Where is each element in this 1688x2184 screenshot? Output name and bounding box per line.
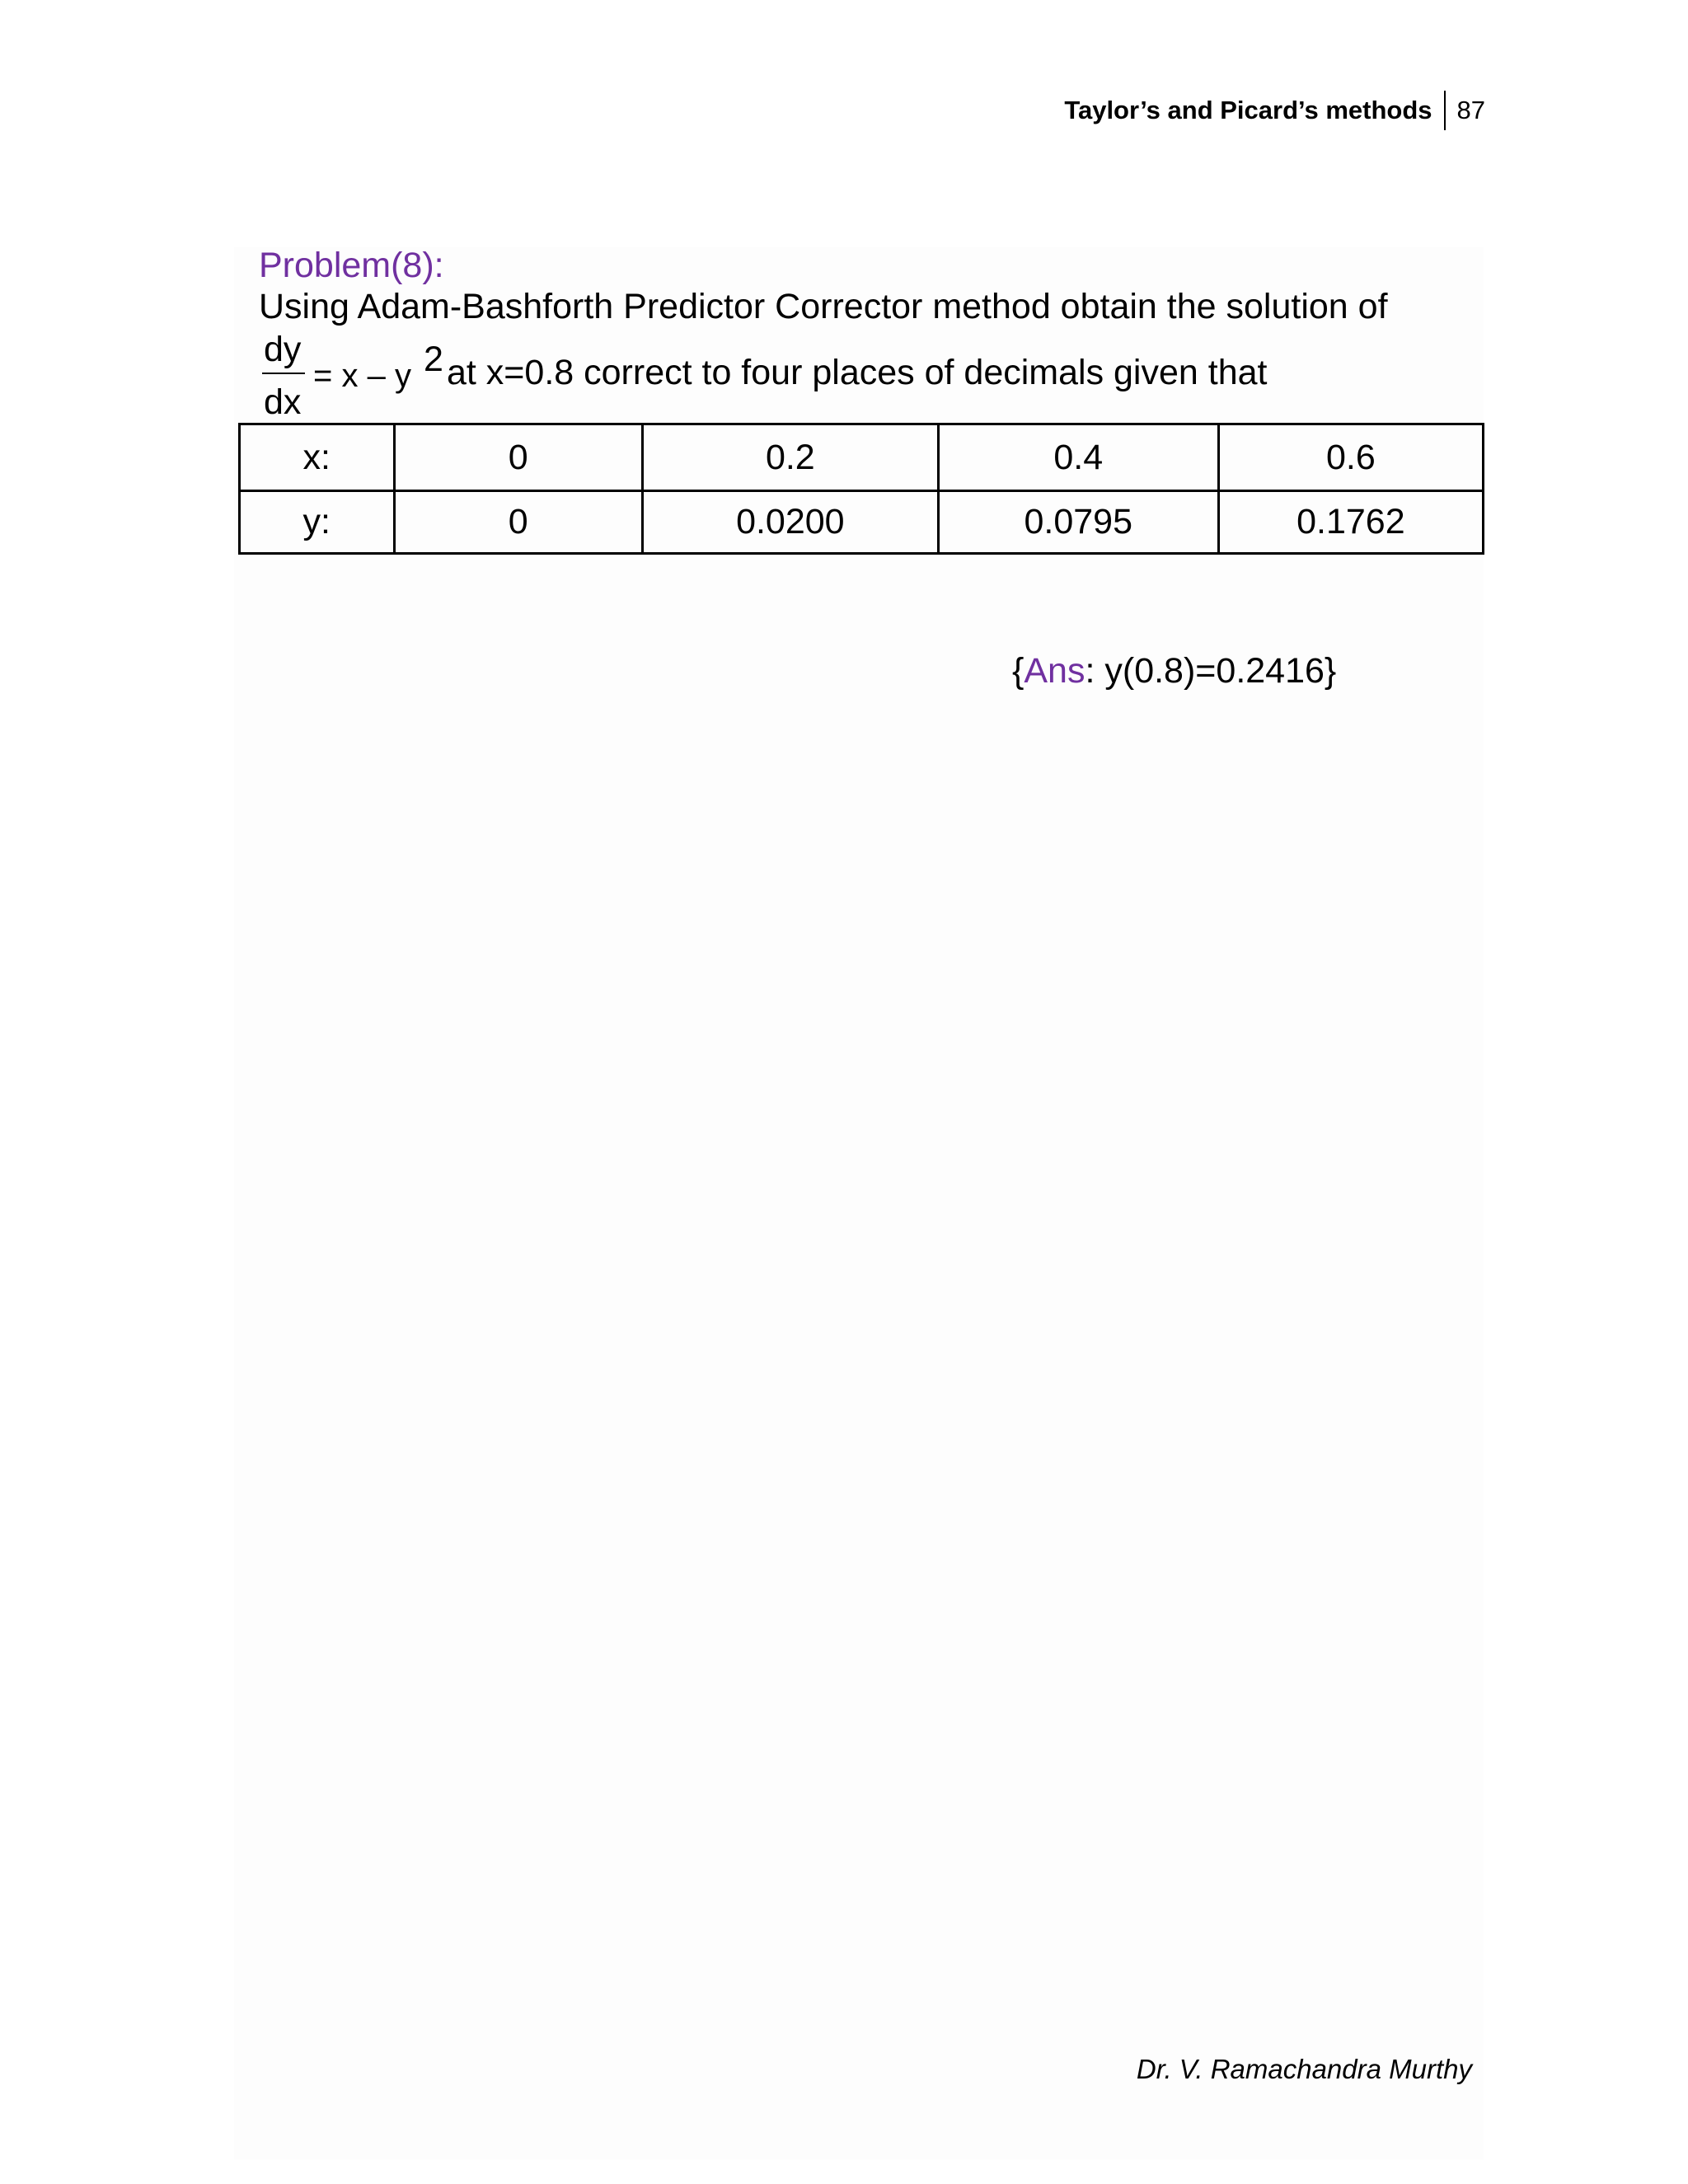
footer-author: Dr. V. Ramachandra Murthy [1136,2054,1472,2084]
fraction-denominator: dx [264,382,302,422]
problem-statement: Using Adam-Bashforth Predictor Corrector method obtain the solution of [259,287,1388,326]
table-cell: 0 [394,424,642,491]
table-cell: 0.1762 [1218,491,1483,554]
table-cell: 0.4 [938,424,1218,491]
answer-label: Ans [1024,651,1085,691]
answer-value: : y(0.8)=0.2416} [1085,651,1337,691]
table-cell: 0.6 [1218,424,1483,491]
equation-rhs: = x – y [313,358,411,394]
data-table [238,423,1484,555]
answer [1012,651,1336,691]
answer-open-brace: { [1012,651,1025,691]
fraction-bar [262,373,305,374]
table-cell: 0.2 [642,424,938,491]
table-cell: y: [240,491,395,554]
table-row [240,491,1484,554]
equation-condition: at x=0.8 correct to four places of decimals given that [447,353,1268,392]
chapter-title: Taylor’s and Picard’s methods [1064,96,1432,124]
problem-heading: Problem(8): [259,246,444,285]
page-number: 87 [1456,96,1485,124]
fraction-numerator: dy [264,330,302,369]
equation-exponent: 2 [424,340,443,379]
page-header [1064,89,1485,132]
table-cell: 0.0200 [642,491,938,554]
table-row [240,424,1484,491]
table-cell: 0.0795 [938,491,1218,554]
table-cell: x: [240,424,395,491]
table-cell: 0 [394,491,642,554]
